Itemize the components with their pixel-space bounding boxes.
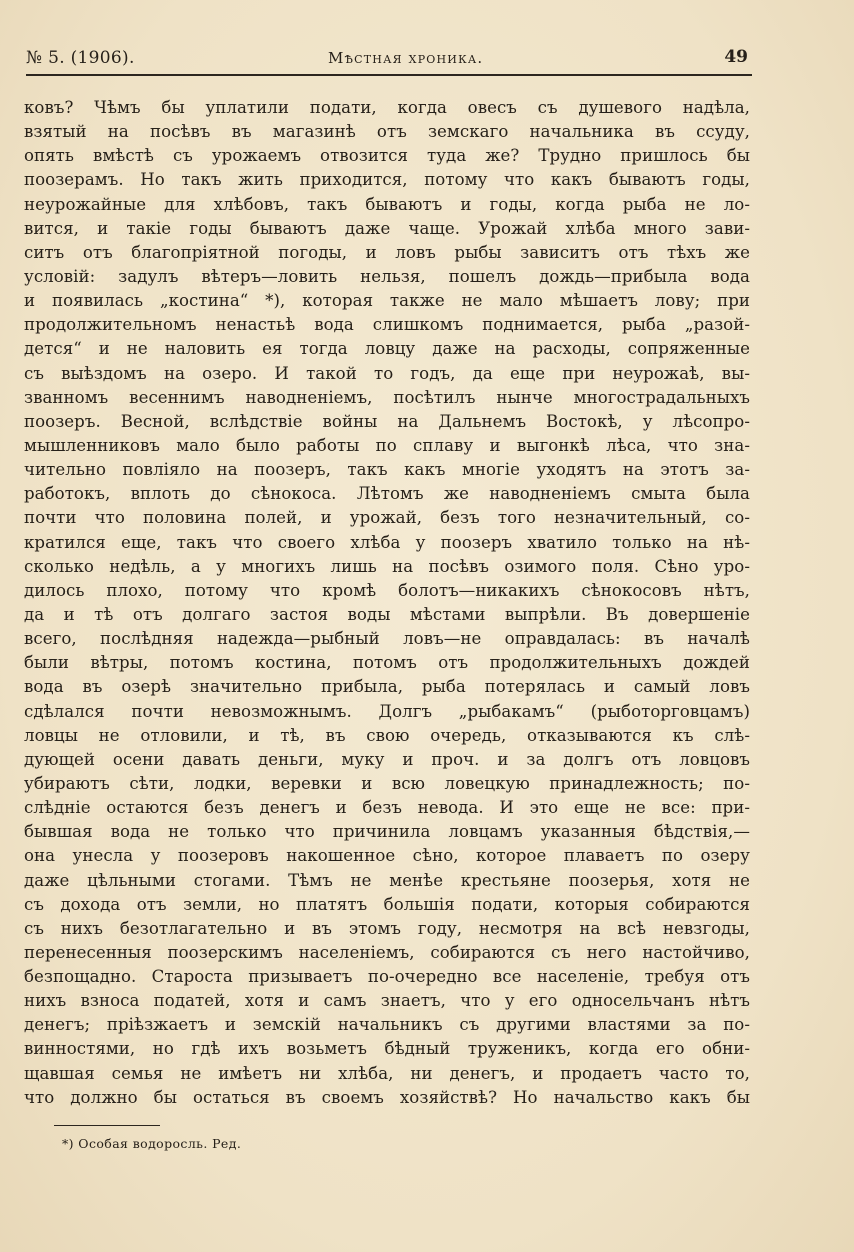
- text-line: перенесенныя поозерскимъ населеніемъ, собираются съ него настойчиво,: [24, 942, 750, 962]
- text-line: званномъ весеннимъ наводненіемъ, посѣтилъ нынче многострадальныхъ: [24, 387, 750, 407]
- text-line: дилось плохо, потому что кромѣ болотъ—никакихъ сѣнокосовъ нѣтъ,: [24, 580, 750, 600]
- text-line: съ выѣздомъ на озеро. И такой то годъ, да еще при неурожаѣ, вы-: [24, 363, 750, 383]
- footnote-divider: [54, 1125, 160, 1126]
- text-line: щавшая семья не имѣетъ ни хлѣба, ни денегъ, и продаетъ часто то,: [24, 1063, 750, 1083]
- text-line: неурожайные для хлѣбовъ, такъ бываютъ и годы, когда рыба не ло-: [24, 194, 750, 214]
- text-line: даже цѣльными стогами. Тѣмъ не менѣе крестьяне поозерья, хотя не: [24, 870, 750, 890]
- text-line: поозеръ. Весной, вслѣдствіе войны на Дальнемъ Востокѣ, у лѣсопро-: [24, 411, 750, 431]
- text-line: да и тѣ отъ долгаго застоя воды мѣстами выпрѣли. Въ довершеніе: [24, 604, 750, 624]
- article-body: [24, 96, 750, 1110]
- text-line: сколько недѣль, а у многихъ лишь на посѣвъ озимого поля. Сѣно уро-: [24, 556, 750, 576]
- text-line: условій: задулъ вѣтеръ—ловить нельзя, пошелъ дождь—прибыла вода: [24, 266, 750, 286]
- text-line: что должно бы остаться въ своемъ хозяйствѣ? Но начальство какъ бы: [24, 1087, 750, 1107]
- text-line: дующей осени давать деньги, муку и проч. и за долгъ отъ ловцовъ: [24, 749, 750, 769]
- text-line: мышленниковъ мало было работы по сплаву и выгонкѣ лѣса, что зна-: [24, 435, 750, 455]
- text-line: убираютъ сѣти, лодки, веревки и всю ловецкую принадлежность; по-: [24, 773, 750, 793]
- text-line: вода въ озерѣ значительно прибыла, рыба потерялась и самый ловъ: [24, 677, 750, 697]
- text-line: съ нихъ безотлагательно и въ этомъ году, несмотря на всѣ невзгоды,: [24, 918, 750, 938]
- text-line: винностями, но гдѣ ихъ возьметъ бѣдный труженикъ, когда его обни-: [24, 1039, 750, 1059]
- text-line: она унесла у поозеровъ накошенное сѣно, которое плаваетъ по озеру: [24, 846, 750, 866]
- section-title: Мѣстная хроника.: [328, 49, 484, 67]
- text-line: взятый на посѣвъ въ магазинѣ отъ земскаго начальника въ ссуду,: [24, 122, 750, 142]
- text-line: вится, и такіе годы бываютъ даже чаще. Урожай хлѣба много зави-: [24, 218, 750, 238]
- text-line: всего, послѣдняя надежда—рыбный ловъ—не оправдалась: въ началѣ: [24, 629, 750, 649]
- text-line: почти что половина полей, и урожай, безъ того незначительный, со-: [24, 508, 750, 528]
- text-line: бывшая вода не только что причинила ловцамъ указанныя бѣдствія,—: [24, 822, 750, 842]
- text-line: слѣдніе остаются безъ денегъ и безъ невода. И это еще не все: при-: [24, 798, 750, 818]
- text-line: опять вмѣстѣ съ урожаемъ отвозится туда же? Трудно пришлось бы: [24, 146, 750, 166]
- text-line: и появилась „костина“ *), которая также не мало мѣшаетъ лову; при: [24, 291, 750, 311]
- page-header: [26, 44, 752, 76]
- text-line: нихъ взноса податей, хотя и самъ знаетъ, что у его односельчанъ нѣтъ: [24, 991, 750, 1011]
- text-line: работокъ, вплоть до сѣнокоса. Лѣтомъ же наводненіемъ смыта была: [24, 484, 750, 504]
- text-line: денегъ; пріѣзжаетъ и земскій начальникъ съ другими властями за по-: [24, 1015, 750, 1035]
- text-line: продолжительномъ ненастьѣ вода слишкомъ поднимается, рыба „разой-: [24, 315, 750, 335]
- text-line: сдѣлался почти невозможнымъ. Долгъ „рыбакамъ“ (рыботорговцамъ): [24, 701, 750, 721]
- page-number: 49: [724, 47, 748, 67]
- text-line: безпощадно. Староста призываетъ по-очередно все населеніе, требуя отъ: [24, 967, 750, 987]
- text-line: ситъ отъ благопріятной погоды, и ловъ рыбы зависитъ отъ тѣхъ же: [24, 242, 750, 262]
- text-line: съ дохода отъ земли, но платятъ большія подати, которыя собираются: [24, 894, 750, 914]
- text-line: ловцы не отловили, и тѣ, въ свою очередь, отказываются къ слѣ-: [24, 725, 750, 745]
- footnote: *) Особая водоросль. Ред.: [62, 1136, 242, 1151]
- text-line: ковъ? Чѣмъ бы уплатили подати, когда овесъ съ душевого надѣла,: [24, 98, 750, 117]
- text-line: чительно повліяло на поозеръ, такъ какъ многіе уходятъ на этотъ за-: [24, 460, 750, 480]
- text-line: поозерамъ. Но такъ жить приходится, потому что какъ бываютъ годы,: [24, 170, 750, 190]
- text-line: кратился еще, такъ что своего хлѣба у поозеръ хватило только на нѣ-: [24, 532, 750, 552]
- issue-number: № 5. (1906).: [26, 48, 135, 68]
- text-line: были вѣтры, потомъ костина, потомъ отъ продолжительныхъ дождей: [24, 653, 750, 673]
- text-line: дется“ и не наловить ея тогда ловцу даже на расходы, сопряженные: [24, 339, 750, 359]
